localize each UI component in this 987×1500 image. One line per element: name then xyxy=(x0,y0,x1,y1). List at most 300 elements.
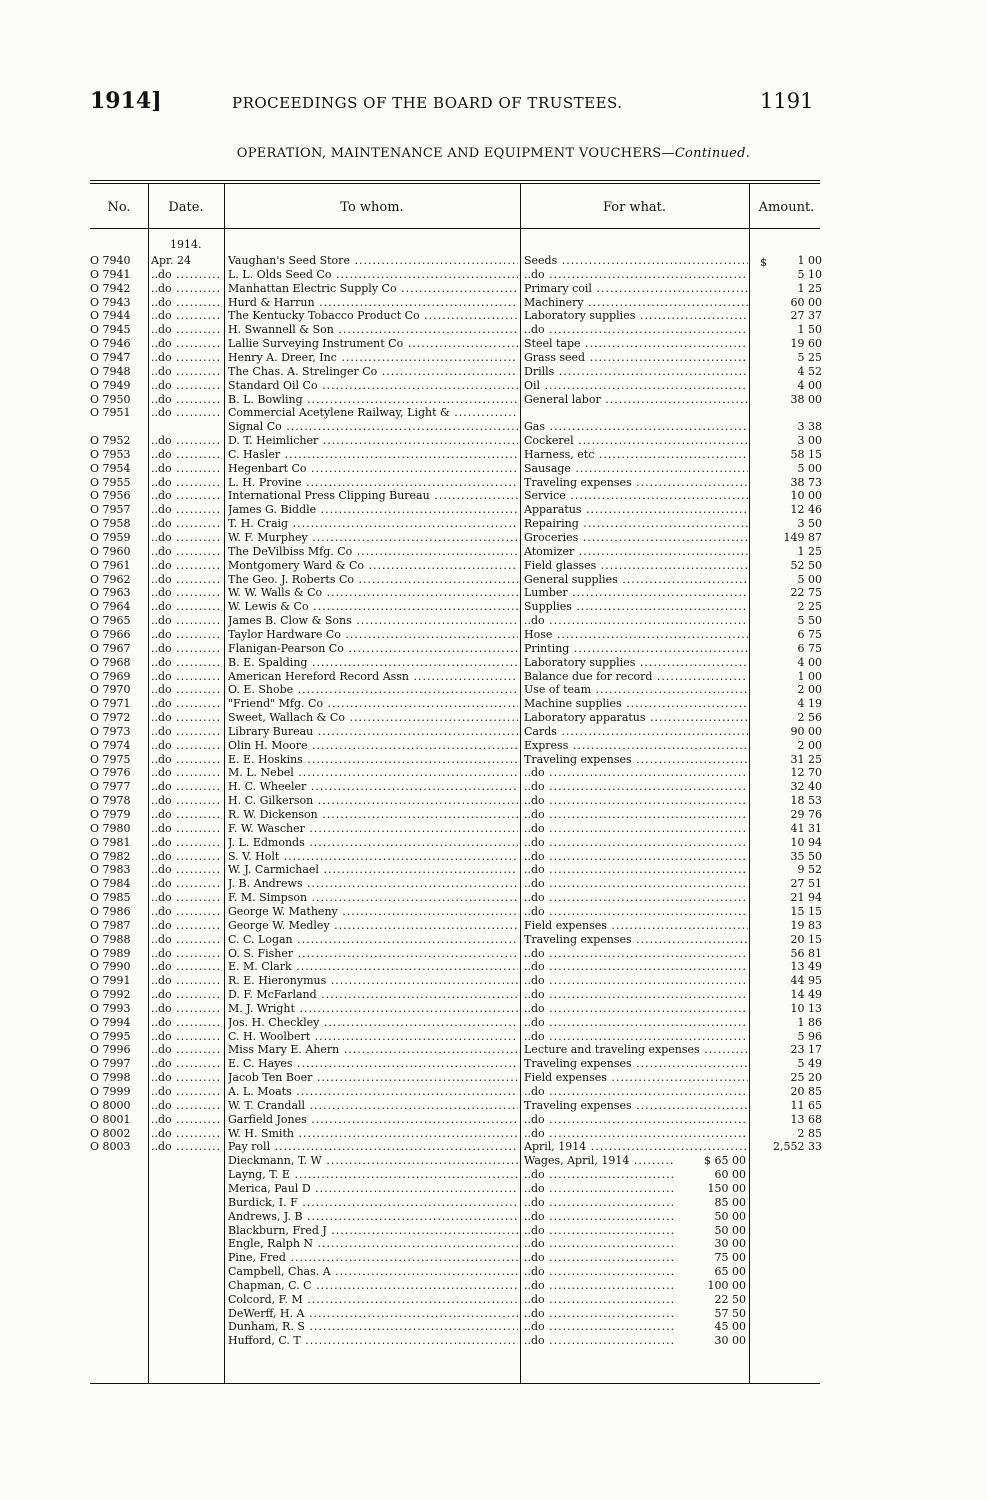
amount: 19 60 xyxy=(790,337,822,351)
payee: Signal Co ..... xyxy=(228,420,518,433)
voucher-date: ..do ..... xyxy=(151,559,221,572)
purpose: ..do ..... xyxy=(524,960,748,973)
column-divider xyxy=(520,183,521,1383)
voucher-number: O 7947 xyxy=(90,350,131,364)
amount: 5 00 xyxy=(797,461,822,475)
voucher-date: ..do ..... xyxy=(151,919,221,932)
payroll-item: Wages, April, 1914 ..... xyxy=(524,1154,674,1167)
payroll-amount: 150 00 xyxy=(707,1181,746,1195)
voucher-date: ..do ..... xyxy=(151,628,221,641)
amount: 5 25 xyxy=(797,350,822,364)
purpose: Lumber ..... xyxy=(524,586,748,599)
purpose: ..do ..... xyxy=(524,1030,748,1043)
purpose: Primary coil ..... xyxy=(524,282,748,295)
column-divider xyxy=(749,183,750,1383)
payroll-name: Merica, Paul D ..... xyxy=(228,1182,518,1195)
column-divider xyxy=(148,183,149,1383)
voucher-date: ..do ..... xyxy=(151,296,221,309)
voucher-date: ..do ..... xyxy=(151,766,221,779)
payee: Pay roll ..... xyxy=(228,1140,518,1153)
payee: James G. Biddle ..... xyxy=(228,503,518,516)
voucher-number: O 7985 xyxy=(90,891,131,905)
voucher-number: O 7959 xyxy=(90,531,131,544)
amount: 1 86 xyxy=(797,1015,822,1029)
payee: Hurd & Harrun ..... xyxy=(228,296,518,309)
payee: Library Bureau ..... xyxy=(228,725,518,738)
amount: 58 15 xyxy=(790,447,822,461)
voucher-date: ..do ..... xyxy=(151,476,221,489)
voucher-number: O 7955 xyxy=(90,475,131,489)
voucher-number: O 7963 xyxy=(90,586,131,600)
voucher-number: O 7989 xyxy=(90,946,131,960)
amount: 12 70 xyxy=(790,766,822,780)
amount: 6 75 xyxy=(797,627,822,641)
voucher-date: ..do ..... xyxy=(151,891,221,904)
payroll-item: ..do ..... xyxy=(524,1279,674,1292)
voucher-number: O 7940 xyxy=(90,254,131,267)
voucher-number: O 7958 xyxy=(90,517,131,531)
voucher-date: ..do ..... xyxy=(151,337,221,350)
voucher-number: O 7980 xyxy=(90,821,131,835)
amount: 2 85 xyxy=(797,1126,822,1140)
voucher-date: ..do ..... xyxy=(151,1085,221,1098)
voucher-date: ..do ..... xyxy=(151,753,221,766)
amount: 31 25 xyxy=(790,752,822,766)
purpose: ..do ..... xyxy=(524,891,748,904)
payroll-name: Colcord, F. M ..... xyxy=(228,1293,518,1306)
amount: 25 20 xyxy=(790,1071,822,1085)
purpose: ..do ..... xyxy=(524,1016,748,1029)
payroll-amount: 30 00 xyxy=(714,1334,746,1348)
payee: Commercial Acetylene Railway, Light & ..... xyxy=(228,406,518,419)
payee: "Friend" Mfg. Co ..... xyxy=(228,697,518,710)
voucher-date: ..do ..... xyxy=(151,974,221,987)
voucher-date: ..do ..... xyxy=(151,1071,221,1084)
header-rule xyxy=(90,228,820,229)
voucher-number: O 7979 xyxy=(90,808,131,821)
payroll-item: ..do ..... xyxy=(524,1251,674,1264)
voucher-number: O 7999 xyxy=(90,1085,131,1098)
purpose: ..do ..... xyxy=(524,822,748,835)
amount: 4 19 xyxy=(797,697,822,711)
purpose: ..do ..... xyxy=(524,808,748,821)
voucher-number: O 7982 xyxy=(90,849,131,863)
running-head-year: 1914] xyxy=(90,88,162,114)
voucher-number: O 7968 xyxy=(90,655,131,669)
voucher-date: ..do ..... xyxy=(151,434,221,447)
payee: J. B. Andrews ..... xyxy=(228,877,518,890)
payee: C. H. Woolbert ..... xyxy=(228,1030,518,1043)
voucher-date: ..do ..... xyxy=(151,877,221,890)
voucher-number: O 7973 xyxy=(90,724,131,738)
purpose: ..do ..... xyxy=(524,268,748,281)
purpose: ..do ..... xyxy=(524,836,748,849)
amount: 27 37 xyxy=(790,309,822,323)
voucher-date: ..do ..... xyxy=(151,697,221,710)
voucher-number: O 7954 xyxy=(90,461,131,475)
voucher-date: ..do ..... xyxy=(151,836,221,849)
amount: 10 00 xyxy=(790,489,822,503)
voucher-date: ..do ..... xyxy=(151,489,221,502)
table-title xyxy=(0,146,987,161)
voucher-number: O 7961 xyxy=(90,558,131,572)
amount: 29 76 xyxy=(790,808,822,821)
voucher-date: ..do ..... xyxy=(151,462,221,475)
amount: 3 00 xyxy=(797,434,822,448)
col-header-amount: Amount. xyxy=(758,200,815,215)
amount: 4 52 xyxy=(797,364,822,378)
purpose: Seeds ..... xyxy=(524,254,748,267)
payee: Montgomery Ward & Co ..... xyxy=(228,559,518,572)
payroll-item: ..do ..... xyxy=(524,1265,674,1278)
payroll-name: Dieckmann, T. W ..... xyxy=(228,1154,518,1167)
page-number: 1191 xyxy=(760,89,814,113)
purpose: Traveling expenses ..... xyxy=(524,1057,748,1070)
payee: H. C. Gilkerson ..... xyxy=(228,794,518,807)
table-title-continued: Continued. xyxy=(674,146,751,161)
payee: American Hereford Record Assn ..... xyxy=(228,670,518,683)
purpose: ..do ..... xyxy=(524,1002,748,1015)
purpose: Gas ..... xyxy=(524,420,748,433)
payee: W. J. Carmichael ..... xyxy=(228,863,518,876)
payee: S. V. Holt ..... xyxy=(228,850,518,863)
voucher-date: ..do ..... xyxy=(151,600,221,613)
voucher-date: ..do ..... xyxy=(151,393,221,406)
payee: W. F. Murphey ..... xyxy=(228,531,518,544)
payee: M. L. Nebel ..... xyxy=(228,766,518,779)
purpose: Traveling expenses ..... xyxy=(524,753,748,766)
voucher-number: O 7977 xyxy=(90,780,131,794)
payroll-name: Pine, Fred ..... xyxy=(228,1251,518,1264)
payee: Sweet, Wallach & Co ..... xyxy=(228,711,518,724)
voucher-number: O 7970 xyxy=(90,683,131,697)
voucher-number: O 7991 xyxy=(90,974,131,988)
amount: 13 68 xyxy=(790,1112,822,1126)
col-header-no: No. xyxy=(107,200,131,215)
voucher-date: ..do ..... xyxy=(151,1002,221,1015)
voucher-date: ..do ..... xyxy=(151,1030,221,1043)
payee: C. Hasler ..... xyxy=(228,448,518,461)
voucher-date: ..do ..... xyxy=(151,794,221,807)
payee: Henry A. Dreer, Inc ..... xyxy=(228,351,518,364)
amount: 13 49 xyxy=(790,960,822,974)
purpose: Lecture and traveling expenses ..... xyxy=(524,1043,748,1056)
voucher-date: ..do ..... xyxy=(151,850,221,863)
voucher-date: ..do ..... xyxy=(151,683,221,696)
amount: 38 73 xyxy=(790,475,822,489)
voucher-number: O 7967 xyxy=(90,641,131,655)
purpose: Apparatus ..... xyxy=(524,503,748,516)
voucher-date: ..do ..... xyxy=(151,545,221,558)
purpose: Oil ..... xyxy=(524,379,748,392)
payroll-amount: 85 00 xyxy=(714,1195,746,1209)
payee: Olin H. Moore ..... xyxy=(228,739,518,752)
purpose: Use of team ..... xyxy=(524,683,748,696)
payroll-name: Andrews, J. B ..... xyxy=(228,1210,518,1223)
amount: 41 31 xyxy=(790,821,822,835)
payee: International Press Clipping Bureau ..... xyxy=(228,489,518,502)
voucher-date: ..do ..... xyxy=(151,1057,221,1070)
purpose: ..do ..... xyxy=(524,1127,748,1140)
voucher-number: O 7990 xyxy=(90,960,131,974)
payee: B. E. Spalding ..... xyxy=(228,656,518,669)
payee: W. Lewis & Co ..... xyxy=(228,600,518,613)
payroll-amount: 22 50 xyxy=(714,1292,746,1306)
payroll-amount: $ 65 00 xyxy=(704,1154,746,1168)
voucher-number: O 7953 xyxy=(90,447,131,461)
voucher-date: ..do ..... xyxy=(151,1113,221,1126)
purpose: Sausage ..... xyxy=(524,462,748,475)
payroll-amount: 100 00 xyxy=(707,1278,746,1292)
payee: Taylor Hardware Co ..... xyxy=(228,628,518,641)
purpose: ..do ..... xyxy=(524,323,748,336)
amount: 4 00 xyxy=(797,378,822,392)
voucher-number: O 7987 xyxy=(90,918,131,932)
voucher-date: ..do ..... xyxy=(151,365,221,378)
payroll-item: ..do ..... xyxy=(524,1168,674,1181)
amount: 5 10 xyxy=(797,267,822,281)
purpose: Machine supplies ..... xyxy=(524,697,748,710)
voucher-number: O 7972 xyxy=(90,711,131,725)
purpose: Field glasses ..... xyxy=(524,559,748,572)
purpose: Express ..... xyxy=(524,739,748,752)
payroll-item: ..do ..... xyxy=(524,1196,674,1209)
voucher-date: ..do ..... xyxy=(151,822,221,835)
voucher-date: ..do ..... xyxy=(151,323,221,336)
amount: 14 49 xyxy=(790,988,822,1002)
payee: C. C. Logan ..... xyxy=(228,933,518,946)
purpose: Field expenses ..... xyxy=(524,1071,748,1084)
voucher-number: O 7941 xyxy=(90,267,131,281)
payroll-item: ..do ..... xyxy=(524,1210,674,1223)
amount: 1 00 xyxy=(797,254,822,267)
payroll-name: Chapman, C. C ..... xyxy=(228,1279,518,1292)
payroll-name: Dunham, R. S ..... xyxy=(228,1320,518,1333)
payee: Manhattan Electric Supply Co ..... xyxy=(228,282,518,295)
voucher-number: O 7960 xyxy=(90,544,131,558)
amount: 5 49 xyxy=(797,1057,822,1071)
amount: 9 52 xyxy=(797,863,822,877)
voucher-date: ..do ..... xyxy=(151,531,221,544)
payee: D. F. McFarland ..... xyxy=(228,988,518,1001)
voucher-number: O 7996 xyxy=(90,1043,131,1057)
voucher-date: ..do ..... xyxy=(151,739,221,752)
voucher-number: O 8003 xyxy=(90,1140,131,1154)
payee: R. W. Dickenson ..... xyxy=(228,808,518,821)
purpose: ..do ..... xyxy=(524,877,748,890)
amount: 2 25 xyxy=(797,600,822,614)
amount: 3 38 xyxy=(797,420,822,434)
purpose: Printing ..... xyxy=(524,642,748,655)
voucher-date: ..do ..... xyxy=(151,1099,221,1112)
voucher-date: ..do ..... xyxy=(151,780,221,793)
col-header-whom: To whom. xyxy=(340,200,404,215)
payroll-item: ..do ..... xyxy=(524,1237,674,1250)
amount: 52 50 xyxy=(790,558,822,572)
voucher-number: O 7951 xyxy=(90,406,131,420)
amount: 149 87 xyxy=(783,531,822,544)
bottom-rule xyxy=(90,1383,820,1384)
voucher-date: ..do ..... xyxy=(151,379,221,392)
purpose: Traveling expenses ..... xyxy=(524,1099,748,1112)
voucher-number: O 7993 xyxy=(90,1001,131,1015)
payee: W. H. Smith ..... xyxy=(228,1127,518,1140)
voucher-number: O 7974 xyxy=(90,738,131,752)
payroll-item: ..do ..... xyxy=(524,1334,674,1347)
purpose: ..do ..... xyxy=(524,614,748,627)
amount: 27 51 xyxy=(790,877,822,891)
purpose: ..do ..... xyxy=(524,947,748,960)
payroll-item: ..do ..... xyxy=(524,1293,674,1306)
payee: O. E. Shobe ..... xyxy=(228,683,518,696)
voucher-number: O 7948 xyxy=(90,364,131,378)
amount: 2 00 xyxy=(797,738,822,752)
payroll-amount: 50 00 xyxy=(714,1223,746,1237)
payee: James B. Clow & Sons ..... xyxy=(228,614,518,627)
voucher-date: ..do ..... xyxy=(151,1016,221,1029)
amount: 2 56 xyxy=(797,711,822,725)
voucher-number: O 7952 xyxy=(90,434,131,448)
voucher-number: O 8001 xyxy=(90,1112,131,1126)
payee: George W. Matheny ..... xyxy=(228,905,518,918)
amount: 3 50 xyxy=(797,517,822,531)
purpose: Steel tape ..... xyxy=(524,337,748,350)
payroll-amount: 50 00 xyxy=(714,1209,746,1223)
payee: A. L. Moats ..... xyxy=(228,1085,518,1098)
purpose: Supplies ..... xyxy=(524,600,748,613)
amount: 35 50 xyxy=(790,849,822,863)
voucher-date: ..do ..... xyxy=(151,960,221,973)
voucher-number: O 7988 xyxy=(90,932,131,946)
amount: 90 00 xyxy=(790,724,822,738)
purpose: Harness, etc ..... xyxy=(524,448,748,461)
voucher-date: ..do ..... xyxy=(151,905,221,918)
purpose: Machinery ..... xyxy=(524,296,748,309)
voucher-date: ..do ..... xyxy=(151,642,221,655)
voucher-number: O 7986 xyxy=(90,904,131,918)
purpose: Repairing ..... xyxy=(524,517,748,530)
payee: H. Swannell & Son ..... xyxy=(228,323,518,336)
payee: M. J. Wright ..... xyxy=(228,1002,518,1015)
year-label: 1914. xyxy=(170,238,202,251)
purpose: Field expenses ..... xyxy=(524,919,748,932)
amount: 56 81 xyxy=(790,946,822,960)
payroll-amount: 57 50 xyxy=(714,1306,746,1320)
payee: Hegenbart Co ..... xyxy=(228,462,518,475)
voucher-number: O 7981 xyxy=(90,835,131,849)
col-header-date: Date. xyxy=(168,200,204,215)
payee: E. M. Clark ..... xyxy=(228,960,518,973)
purpose: Traveling expenses ..... xyxy=(524,476,748,489)
payee: E. C. Hayes ..... xyxy=(228,1057,518,1070)
payroll-item: ..do ..... xyxy=(524,1307,674,1320)
payroll-amount: 75 00 xyxy=(714,1251,746,1265)
payroll-name: Layng, T. E ..... xyxy=(228,1168,518,1181)
currency-sign: $ xyxy=(760,256,767,269)
payroll-amount: 30 00 xyxy=(714,1237,746,1251)
purpose: ..do ..... xyxy=(524,766,748,779)
voucher-date: Apr. 24 xyxy=(151,254,192,267)
voucher-number: O 7995 xyxy=(90,1029,131,1043)
payee: T. H. Craig ..... xyxy=(228,517,518,530)
purpose: Cockerel ..... xyxy=(524,434,748,447)
purpose: Grass seed ..... xyxy=(524,351,748,364)
voucher-date: ..do ..... xyxy=(151,448,221,461)
payee: H. C. Wheeler ..... xyxy=(228,780,518,793)
voucher-number: O 7943 xyxy=(90,295,131,309)
purpose: Groceries ..... xyxy=(524,531,748,544)
voucher-number: O 7946 xyxy=(90,337,131,351)
voucher-number: O 7992 xyxy=(90,988,131,1002)
purpose: April, 1914 ..... xyxy=(524,1140,748,1153)
payroll-name: Blackburn, Fred J ..... xyxy=(228,1224,518,1237)
voucher-date: ..do ..... xyxy=(151,268,221,281)
voucher-number: O 7962 xyxy=(90,572,131,586)
payee: Flanigan-Pearson Co ..... xyxy=(228,642,518,655)
voucher-date: ..do ..... xyxy=(151,351,221,364)
payee: F. M. Simpson ..... xyxy=(228,891,518,904)
voucher-number: O 7957 xyxy=(90,503,131,517)
voucher-date: ..do ..... xyxy=(151,933,221,946)
payee: The Geo. J. Roberts Co ..... xyxy=(228,573,518,586)
amount: 5 50 xyxy=(797,614,822,628)
voucher-number: O 7950 xyxy=(90,392,131,406)
payee: O. S. Fisher ..... xyxy=(228,947,518,960)
voucher-date: ..do ..... xyxy=(151,406,221,419)
voucher-number: O 7975 xyxy=(90,752,131,766)
voucher-date: ..do ..... xyxy=(151,503,221,516)
payroll-item: ..do ..... xyxy=(524,1320,674,1333)
voucher-date: ..do ..... xyxy=(151,517,221,530)
payroll-name: DeWerff, H. A ..... xyxy=(228,1307,518,1320)
col-header-what: For what. xyxy=(602,200,667,215)
amount: 1 50 xyxy=(797,323,822,337)
purpose: Service ..... xyxy=(524,489,748,502)
voucher-number: O 8000 xyxy=(90,1098,131,1112)
voucher-date: ..do ..... xyxy=(151,1140,221,1153)
purpose: Laboratory apparatus ..... xyxy=(524,711,748,724)
running-head-title: PROCEEDINGS OF THE BOARD OF TRUSTEES. xyxy=(232,94,623,112)
payee: L. H. Provine ..... xyxy=(228,476,518,489)
voucher-number: O 7971 xyxy=(90,697,131,711)
amount: 4 00 xyxy=(797,655,822,669)
amount: 18 53 xyxy=(790,794,822,808)
top-rule xyxy=(90,180,820,181)
purpose: ..do ..... xyxy=(524,974,748,987)
voucher-date: ..do ..... xyxy=(151,725,221,738)
purpose: Hose ..... xyxy=(524,628,748,641)
purpose: Drills ..... xyxy=(524,365,748,378)
amount: 23 17 xyxy=(790,1043,822,1057)
voucher-date: ..do ..... xyxy=(151,988,221,1001)
voucher-number: O 7944 xyxy=(90,309,131,323)
purpose: ..do ..... xyxy=(524,863,748,876)
voucher-date: ..do ..... xyxy=(151,614,221,627)
voucher-number: O 7984 xyxy=(90,877,131,891)
amount: 6 75 xyxy=(797,641,822,655)
purpose: Laboratory supplies ..... xyxy=(524,309,748,322)
payee: Vaughan's Seed Store ..... xyxy=(228,254,518,267)
voucher-date: ..do ..... xyxy=(151,309,221,322)
payee: Miss Mary E. Ahern ..... xyxy=(228,1043,518,1056)
voucher-date: ..do ..... xyxy=(151,282,221,295)
payee: B. L. Bowling ..... xyxy=(228,393,518,406)
amount: 15 15 xyxy=(790,904,822,918)
purpose: General labor ..... xyxy=(524,393,748,406)
purpose: ..do ..... xyxy=(524,780,748,793)
voucher-number: O 7949 xyxy=(90,378,131,392)
amount: 22 75 xyxy=(790,586,822,600)
